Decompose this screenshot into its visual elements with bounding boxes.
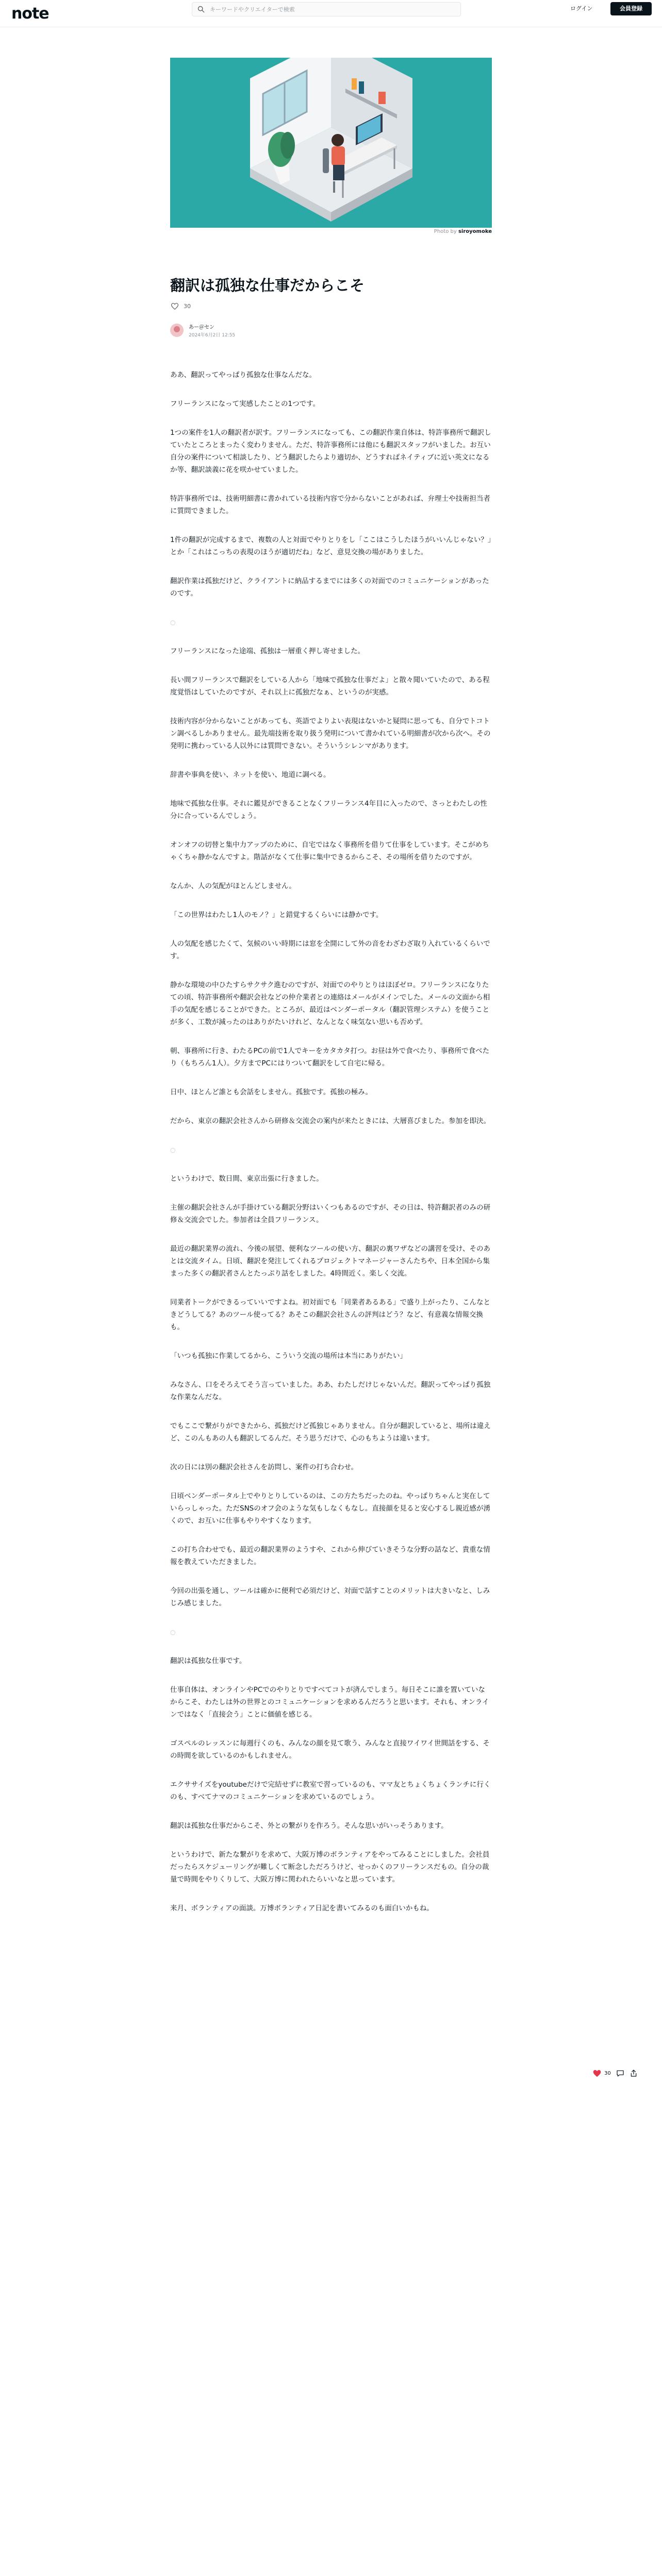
note-logo[interactable]: note (11, 5, 49, 23)
search-icon (197, 6, 205, 13)
paragraph: 仕事自体は、オンラインやPCでのやりとりですべてコトが済んでしまう。毎日そこに誰を置いていなからこそ、わたしは外の世界とのコミュニケーションを求めるんだろうと思います。それも、オンラインではなく「直接会う」ことに価値を感じる。 (170, 1686, 489, 1719)
paragraph: というわけで、新たな繋がりを求めて、大阪万博のボランティアをやってみることにしました。会社員だったらスケジューリングが難しくて断念しただろうけど、せっかくのフリーランスだもの。自分の裁量で時間をやりくりして、大阪万博に関われたらいいなと思っています。 (170, 1851, 490, 1884)
paragraph: オンオフの切替と集中力アップのために、自宅ではなく事務所を借りて仕事をしています。そこがめちゃくちゃ静かなんですよ。階話がなくて仕事に集中できるからこそ、その場所を借りたのですが。 (170, 841, 489, 861)
paragraph: というわけで、数日間、東京出張に行きました。 (170, 1175, 323, 1183)
author-name[interactable]: あー＠セン (189, 325, 214, 330)
paragraph: 静かな環境の中ひたすらサクサク進むのですが、対面でのやりとりはほぼゼロ。フリーランスになりたての頃、特許事務所や翻訳会社などの仲介業者との連絡はメールがメインでした。メールの文面から相手の気配を感じることができた。ところが、最近はベンダーポータル（翻訳管理システム）を使うことが多く、工数が減ったのはありがたいけれど、なんとなく味気ない思いも否めず。 (170, 981, 490, 1026)
site-header (0, 0, 662, 33)
login-button[interactable]: ログイン (570, 5, 593, 12)
share-icon[interactable] (630, 2069, 638, 2077)
paragraph: 翻訳は孤独な仕事です。 (170, 1657, 246, 1665)
paragraph: 最近の翻訳業界の流れ、今後の展望、便利なツールの使い方、翻訳の裏ワザなどの講習を受け、そのあとは交流タイム。日頃、翻訳を発注してくれるプロジェクトマネージャーさんたちや、日本全国から集まった多くの翻訳者さんとたっぷり話をしました。4時間近く。楽しく交流。 (170, 1245, 490, 1278)
floating-like-count: 30 (604, 2070, 611, 2076)
like-row[interactable] (171, 303, 191, 310)
paragraph: 地味で孤独な仕事。それに鑑見ができることなくフリーランス4年目に入ったので、さっとわたしの性分に合っているんでしょう。 (170, 800, 487, 820)
section-separator: ○ (170, 1146, 176, 1154)
paragraph: 翻訳は孤独な仕事だからこそ、外との繋がりを作ろう。そんな思いがいっそうあります。 (170, 1822, 448, 1830)
comment-icon[interactable] (616, 2070, 624, 2077)
section-separator: ○ (170, 619, 176, 626)
article-body (170, 369, 492, 1931)
photo-credit-prefix: Photo by (434, 229, 457, 234)
author-block[interactable] (170, 323, 235, 338)
paragraph: みなさん、口をそろえてそう言っていました。ああ、わたしだけじゃないんだ。翻訳ってやっぱり孤独な作業なんだな。 (170, 1381, 491, 1401)
paragraph: でもここで繋がりができたから、孤独だけど孤独じゃありません。自分が翻訳していると、場所は違えど、このんもあの人も翻訳してるんだ。そう思うだけで、心のもちようは違います。 (170, 1422, 491, 1443)
paragraph: フリーランスになった途端、孤独は一層重く押し寄せました。 (170, 647, 365, 655)
paragraph: 今回の出張を通し、ツールは確かに便利で必須だけど、対面で話すことのメリットは大きいなと、しみじみ感じました。 (170, 1587, 490, 1607)
floating-actions (593, 2069, 643, 2077)
paragraph: 特許事務所では、技術明細書に書かれている技術内容で分からないことがあれば、弁理士や技術担当者に質問できました。 (170, 495, 490, 515)
paragraph: 主催の翻訳会社さんが手掛けている翻訳分野はいくつもあるのですが、その日は、特許翻訳者のみの研修＆交流会でした。参加者は全員フリーランス。 (170, 1204, 490, 1224)
paragraph: 技術内容が分からないことがあっても、英語でよりよい表現はないかと疑問に思っても、自分でトコトン調べるしかありません。最先端技術を取り扱う発明について書かれている明細書が次から次へ。その発明に携わっている人以外には質問できない。そういうシレンマがあります。 (170, 717, 491, 750)
paragraph: 「いつも孤独に作業してるから、こういう交流の場所は本当にありがたい」 (170, 1352, 407, 1360)
photo-credit-author[interactable]: siroyomoke (458, 229, 492, 234)
paragraph: 1つの案件を1人の翻訳者が訳す。フリーランスになっても、この翻訳作業自体は、特許事務所で翻訳していたところとまったく変わりません。ただ、特許事務所には他にも翻訳スタッフがいました。お互い自分の案件について相談したり、どう翻訳したらより適切か、どうすればネイティブに近い英文になるか等、翻訳談義に花を咲かせていました。 (170, 429, 491, 474)
paragraph: 辞書や事典を使い、ネットを使い、地道に調べる。 (170, 771, 330, 779)
paragraph: ああ、翻訳ってやっぱり孤独な仕事なんだな。 (170, 371, 316, 379)
paragraph: ゴスペルのレッスンに毎週行くのも、みんなの顔を見て歌う、みんなと直接ワイワイ世間話をする、その時間を欲しているのかもしれません。 (170, 1739, 490, 1760)
paragraph: 人の気配を感じたくて、気候のいい時期には窓を全開にして外の音をわざわざ取り入れているくらいです。 (170, 940, 490, 960)
comment-button[interactable] (616, 2070, 624, 2077)
like-count: 30 (184, 303, 191, 310)
hero-image (170, 58, 492, 228)
paragraph: フリーランスになって実感したことの1つです。 (170, 400, 320, 408)
paragraph: 「この世界はわたし1人のモノ？」と錯覚するくらいには静かです。 (170, 911, 383, 919)
search-box[interactable] (192, 2, 461, 16)
article-title: 翻訳は孤独な仕事だからこそ (170, 277, 365, 294)
paragraph: 次の日には別の翻訳会社さんを訪問し、案件の打ち合わせ。 (170, 1463, 358, 1471)
avatar[interactable] (170, 324, 184, 337)
hero-illustration (170, 58, 492, 228)
share-button[interactable] (630, 2069, 638, 2077)
paragraph: エクササイズをyoutubeだけで完結せずに教室で習っているのも、ママ友とちょくちょくランチに行くのも、すべてナマのコミュニケーションを求めているのでしょう。 (170, 1781, 491, 1801)
paragraph: 来月、ボランティアの面談。万博ボランティア日記を書いてみるのも面白いかもね。 (170, 1904, 434, 1912)
publish-date: 2024年6月2日 12:55 (189, 333, 236, 338)
search-input[interactable] (209, 6, 460, 13)
heart-filled-icon[interactable] (593, 2070, 601, 2077)
heart-icon[interactable] (171, 303, 178, 310)
paragraph: 長い間フリーランスで翻訳をしている人から「地味で孤独な仕事だよ」と散々聞いていたので、ある程度覚悟はしていたのですが、それ以上に孤独だなぁ、というのが実感。 (170, 676, 490, 697)
paragraph: この打ち合わせでも、最近の翻訳業界のようすや、これから伸びていきそうな分野の話など、貴重な情報を教えていただきました。 (170, 1546, 490, 1566)
like-button[interactable] (593, 2070, 611, 2077)
paragraph: 朝、事務所に行き、わたるPCの前で1人でキーをカタカタ打つ。お昼は外で食べたり、事務所で食べたり（もちろん1人）。夕方までPCにはりついて翻訳をして自宅に帰る。 (170, 1047, 490, 1067)
paragraph: 日頃ベンダーポータル上でやりとりしているのは、この方たちだったのね。やっぱりちゃんと実在していらっしゃった。ただSNSのオフ会のような気もしなくもなし。直接顔を見ると安心するし親近感が湧くので、お互いに仕事もやりやすくなります。 (170, 1492, 490, 1525)
section-separator: ○ (170, 1629, 176, 1636)
paragraph: 日中、ほとんど誰とも会話をしません。孤独です。孤独の極み。 (170, 1088, 373, 1096)
photo-credit (170, 229, 492, 234)
paragraph: 1件の翻訳が完成するまで、複数の人と対面でやりとりをし「ここはこうしたほうがいいんじゃない？」とか「これはこっちの表現のほうが適切だね」など、意見交換の場がありました。 (170, 536, 491, 556)
signup-button[interactable]: 会員登録 (610, 2, 652, 15)
paragraph: 同業者トークができるっていいですよね。初対面でも「同業者あるある」で盛り上がったり、こんなときどうしてる？あのツール使ってる？あそこの翻訳会社さんの評判はどう？など、有意義な情報交換も。 (170, 1298, 490, 1331)
paragraph: なんか、人の気配がほとんどしません。 (170, 882, 296, 890)
paragraph: 翻訳作業は孤独だけど、クライアントに納品するまでには多くの対面でのコミュニケーションがあったのです。 (170, 577, 489, 598)
paragraph: だから、東京の翻訳会社さんから研修＆交流会の案内が来たときには、大層喜びました。参加を即決。 (170, 1117, 490, 1125)
